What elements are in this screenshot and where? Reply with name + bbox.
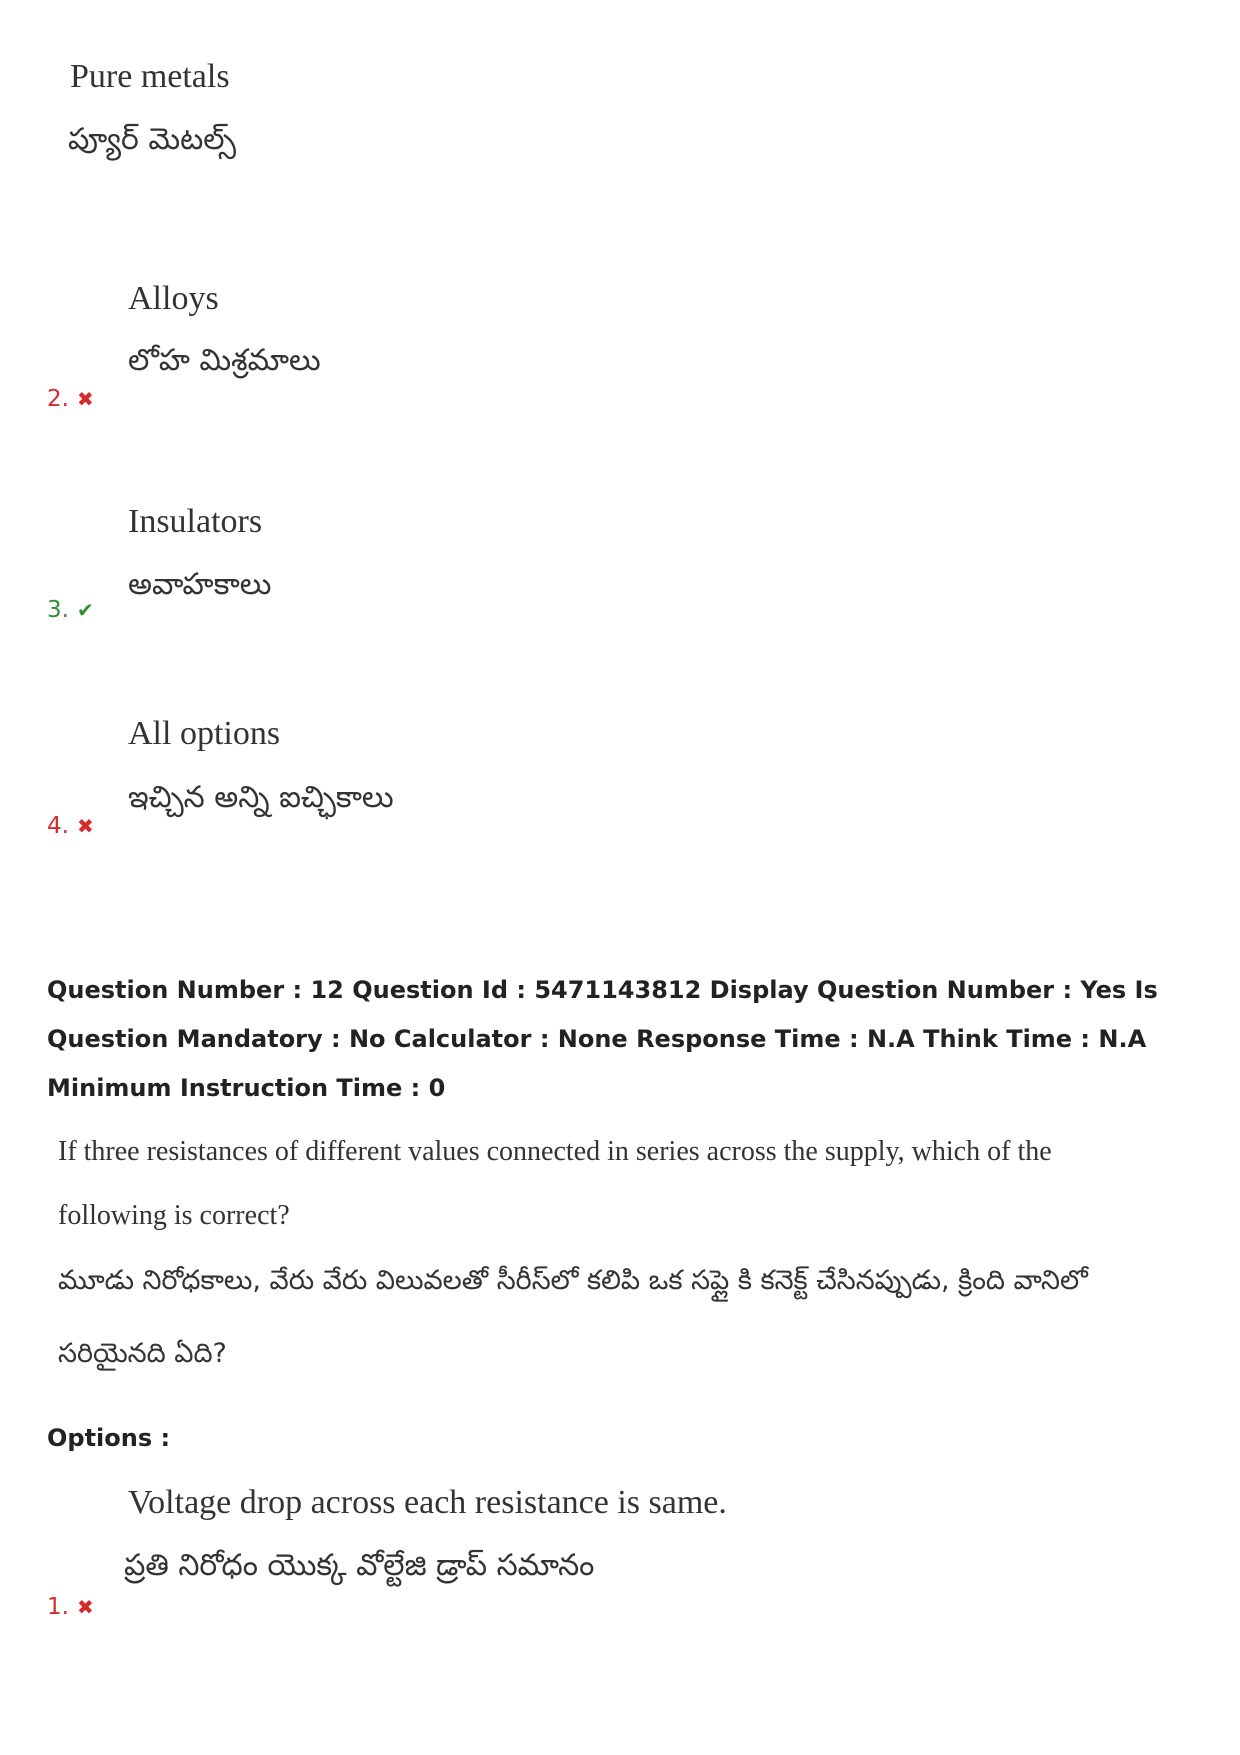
- question-meta: Question Number : 12 Question Id : 5471143812 Display Question Number : Yes Is Question Mandatory : No Calculator : None Response Time : N.A Think Time : N.A Minimum Instruction Time : 0: [47, 976, 1158, 1102]
- q12-option-1-text-en: Voltage drop across each resistance is same.: [128, 1484, 727, 1521]
- q12-option-1-text-te: ప్రతి నిరోధం యొక్క వోల్టేజి డ్రాప్ సమానం: [124, 1548, 595, 1583]
- option-3-number-label: 3.: [47, 597, 69, 623]
- question-text-te-line1: మూడు నిరోధకాలు, వేరు వేరు విలువలతో సీరీస్‌లో కలిపి ఒక సప్లై కి కనెక్ట్ చేసినప్పుడు, క్రింది వానిలో: [58, 1265, 1088, 1296]
- option-1-text-te: ప్యూర్ మెటల్స్: [68, 122, 237, 157]
- option-1-text-en: Pure metals: [70, 58, 230, 95]
- cross-icon: ✖: [76, 1595, 94, 1619]
- option-3-text-en: Insulators: [128, 503, 263, 540]
- cross-icon: ✖: [76, 814, 94, 838]
- question-text-en-line2: following is correct?: [58, 1200, 290, 1231]
- option-4-number-label: 4.: [47, 813, 69, 839]
- option-4-number: [47, 813, 94, 839]
- cross-icon: ✖: [76, 387, 94, 411]
- question-text-en-line1: If three resistances of different values connected in series across the supply, which of the: [58, 1136, 1052, 1167]
- option-2-text-en: Alloys: [128, 280, 219, 317]
- options-label: Options :: [47, 1424, 171, 1452]
- option-4-text-en: All options: [128, 715, 281, 752]
- option-3-number: [47, 597, 94, 623]
- q12-option-1-number: [47, 1594, 94, 1620]
- option-2-text-te: లోహ మిశ్రమాలు: [128, 343, 321, 378]
- option-3-text-te: అవాహకాలు: [128, 567, 272, 602]
- option-2-number-label: 2.: [47, 386, 69, 412]
- q12-option-1-number-label: 1.: [47, 1594, 69, 1620]
- check-icon: ✔: [76, 598, 94, 622]
- option-4-text-te: ఇచ్చిన అన్ని ఐచ్ఛికాలు: [128, 780, 394, 815]
- option-2-number: [47, 386, 94, 412]
- question-text-te-line2: సరియైనది ఏది?: [58, 1338, 227, 1369]
